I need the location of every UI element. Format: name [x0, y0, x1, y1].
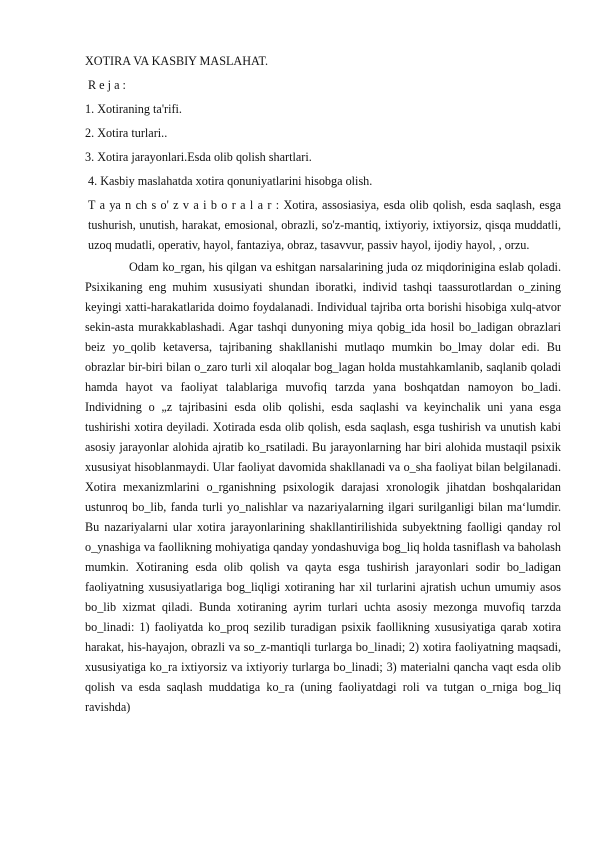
plan-item-1: 1. Xotiraning ta'rifi.: [85, 102, 182, 116]
keywords-block: [85, 195, 561, 255]
document-title: XOTIRA VA KASBIY MASLAHAT.: [85, 54, 269, 68]
plan-heading: R e j a :: [88, 78, 126, 92]
plan-item-3: 3. Xotira jarayonlari.Esda olib qolish shartlari.: [85, 150, 312, 164]
plan-item-2: 2. Xotira turlari..: [85, 126, 168, 140]
body-paragraph: Odam ko_rgan, his qilgan va eshitgan narsalarining juda oz miqdorinigina eslab qoladi. Psixikaning eng muhim xususiyati shundan iboratki, individ tashqi taassurotlardan o_zining keyingi xatti-harakatlarida doimo foydalanadi. Individual tajriba orta borishi hisobiga xulq-atvor sekin-asta murakkablashadi. Agar tashqi dunyoning miya qobig_ida hosil bo_ladigan obrazlari beiz yo_qolib ketaversa, tajribaning shakllanishi mutlaqo mumkin bo_lmay dolar edi. Bu obrazlar bir-biri bilan o_zaro turli xil aloqalar bog_lagan holda mustahkamlanib, saqlanib qoladi hamda hayot va faoliyat talablariga muvofiq tarzda yana boshqatdan namoyon bo_ladi. Individning o „z tajribasini esda olib qolishi, esda saqlashi va keyinchalik uni yana esga tushirishi xotira deyiladi. Xotirada esda olib qolish, esda saqlash, esga tushirish va unutish kabi asosiy jarayonlar alohida ajratib ko_rsatiladi. Bu jarayonlarning har biri alohida mustaqil psixik xususiyat hisoblanmaydi. Ular faoliyat davomida shakllanadi va o_sha faoliyat bilan belgilanadi. Xotira mexanizmlarini o_rganishning psixologik darajasi xronologik jihatdan boshqalaridan ustunroq bo_lib, fanda turli yo_nalishlar va nazariyalarning ilgari surilganligi bilan ma‘lumdir. Bu nazariyalarni ular xotira jarayonlarining shakllantirilishida subyektning faolligi qanday rol o_ynashiga va faollikning mohiyatiga qanday yondashuviga bog_liq holda tasniflash va baholash mumkin. Xotiraning esda olib qolish va qayta esga tushirish jarayonlari sodir bo_ladigan faoliyatning xususiyatlariga bog_liqligi xotiraning har xil turlarini ajratish uchun umumiy asos bo_lib xizmat qiladi. Bunda xotiraning ayrim turlari uchta asosiy mezonga muvofiq tarzda bo_linadi: 1) faoliyatda ko_proq sezilib turadigan psixik faollikning xususiyatiga qarab xotira harakat, his-hayajon, obrazli va so_z-mantiqli turlarga bo_linadi; 2) xotira faoliyatning maqsadi, xususiyatiga ko_ra ixtiyorsiz va ixtiyoriy turlarga bo_linadi; 3) materialni qancha vaqt esda olib qolish va esda saqlash muddatiga ko_ra (uning faoliyatdagi roli va tutgan o_rniga bog_liq ravishda): [85, 260, 561, 714]
plan-item-4: 4. Kasbiy maslahatda xotira qonuniyatlarini hisobga olish.: [88, 174, 373, 188]
document-page: [85, 51, 561, 717]
keywords-label: T a ya n ch s o' z v a i b o r a l a r :: [88, 198, 280, 212]
keywords-text: Xotira, assosiasiya, esda olib qolish, esda saqlash, esga tushurish, unutish, harakat, emosional, obrazli, so'z-mantiq, ixtiyoriy, ixtiyorsiz, qisqa muddatli, uzoq mudatli, operativ, hayol, fantaziya, obraz, tasavvur, passiv hayol, ijodiy hayol, , orzu.: [88, 198, 561, 252]
